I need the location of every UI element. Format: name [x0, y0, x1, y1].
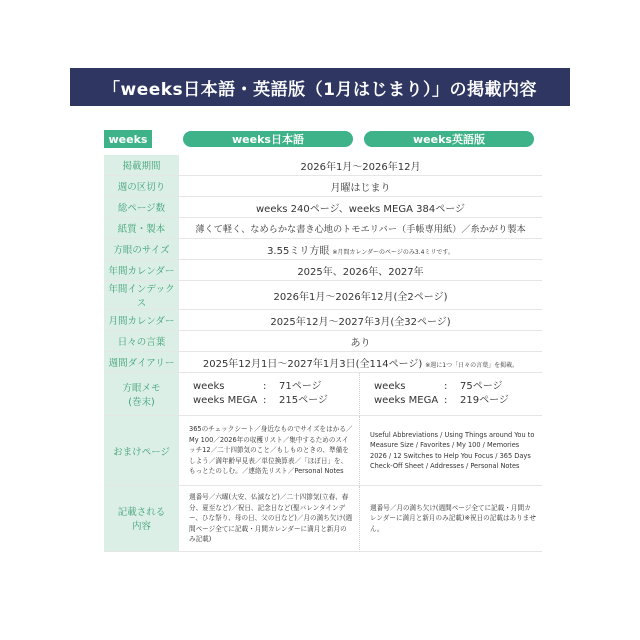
memo-sep: :	[444, 395, 448, 406]
grid-size-value: 3.55ミリ方眼	[267, 245, 330, 257]
row-value: あり	[179, 331, 542, 352]
table-row	[104, 373, 542, 416]
table-row	[104, 260, 542, 281]
row-label: 週の区切り	[104, 176, 179, 197]
memo-label-line2: (巻末)	[128, 397, 155, 408]
row-value: 2025年、2026年、2027年	[179, 260, 542, 281]
memo-pages: 219ページ	[460, 395, 509, 406]
table-row	[104, 176, 542, 197]
row-value: 2026年1月〜2026年12月(全2ページ)	[179, 281, 542, 310]
row-label: 年間インデックス	[104, 281, 179, 310]
notes-jp: 週番号／六曜(大安、仏滅など)／二十四節気(立春、春分、夏至など)／祝日、記念日など(聖バレンタインデー、ひな祭り、母の日、父の日など)／月の満ち欠け(週間ページ全てに記載・月間カレンダーに満月と新月のみ記載)	[179, 486, 360, 552]
memo-label-line1: 方眼メモ	[122, 383, 161, 394]
row-label: 年間カレンダー	[104, 260, 179, 281]
memo-sep: :	[444, 381, 448, 392]
notes-en: 週番号／月の満ち欠け(週間ページ全てに記載・月間カレンダーに満月と新月のみ記載)※祝日の記載はありません。	[360, 486, 542, 552]
row-label: 週間ダイアリー	[104, 352, 179, 373]
weeks-tag: weeks	[104, 130, 152, 148]
col-header-japanese: weeks日本語	[183, 131, 353, 147]
memo-name: weeks MEGA	[193, 395, 258, 406]
memo-pages: 75ページ	[460, 381, 503, 392]
row-label: 掲載期間	[104, 155, 179, 176]
row-label: 総ページ数	[104, 197, 179, 218]
table-row	[104, 331, 542, 352]
col-header-english: weeks英語版	[364, 131, 534, 147]
table-row	[104, 416, 542, 486]
weekly-diary-note: ※週に1つ「日々の言葉」を掲載。	[425, 361, 519, 369]
row-label: 方眼のサイズ	[104, 239, 179, 260]
memo-pages: 215ページ	[279, 395, 328, 406]
notes-label-line1: 記載される	[117, 507, 166, 519]
table-row	[104, 281, 542, 310]
row-label	[104, 373, 179, 416]
row-value	[179, 239, 542, 260]
memo-jp	[179, 373, 360, 416]
row-value: 2025年12月〜2027年3月(全32ページ)	[179, 310, 542, 331]
memo-sep: :	[263, 395, 267, 406]
spec-table	[104, 155, 542, 552]
memo-en	[360, 373, 542, 416]
row-label: 日々の言葉	[104, 331, 179, 352]
table-row	[104, 486, 542, 552]
memo-name: weeks MEGA	[374, 395, 439, 406]
page-title: 「weeks日本語・英語版（1月はじまり）」の掲載内容	[70, 68, 570, 106]
table-row	[104, 239, 542, 260]
table-row	[104, 352, 542, 373]
row-value: 薄くて軽く、なめらかな書き心地のトモエリバー（手帳専用紙）／糸かがり製本	[179, 218, 542, 239]
bonus-jp: 365のチェックシート／身近なものでサイズをはかる／My 100／2026年の収穫リスト／集中するためのスイッチ12／二十四節気のこと／もしものときの、準備をしよう／満年齢早見表／単位換算表／「ほぼ日」を、もっとたのしむ。／連絡先リスト／Personal Notes	[179, 416, 360, 486]
table-row	[104, 155, 542, 176]
grid-size-note: ※月間カレンダーのページのみ3.4ミリです。	[332, 248, 454, 256]
table-row	[104, 218, 542, 239]
row-label: 紙質・製本	[104, 218, 179, 239]
weekly-diary-value: 2025年12月1日〜2027年1月3日(全114ページ)	[202, 358, 423, 370]
memo-pages: 71ページ	[279, 381, 322, 392]
row-label: おまけページ	[104, 416, 179, 486]
memo-name: weeks	[193, 381, 225, 392]
notes-label-line2: 内容	[131, 521, 151, 533]
bonus-en: Useful Abbreviations / Using Things around You to Measure Size / Favorites / My 100 / Memories 2026 / 12 Switches to Help You Focus / 365 Days Check-Off Sheet / Addresses / Personal Notes	[360, 416, 542, 486]
row-label	[104, 486, 179, 552]
memo-name: weeks	[374, 381, 406, 392]
table-row	[104, 197, 542, 218]
table-row	[104, 310, 542, 331]
row-value	[179, 352, 542, 373]
memo-sep: :	[263, 381, 267, 392]
row-value: 2026年1月〜2026年12月	[179, 155, 542, 176]
row-label: 月間カレンダー	[104, 310, 179, 331]
row-value: 月曜はじまり	[179, 176, 542, 197]
row-value: weeks 240ページ、weeks MEGA 384ページ	[179, 197, 542, 218]
